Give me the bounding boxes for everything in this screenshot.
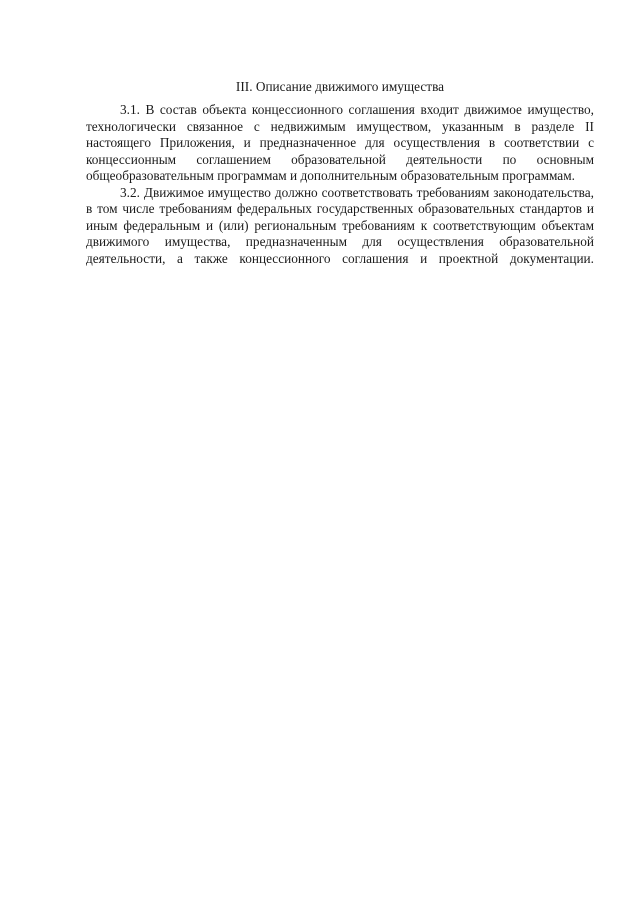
paragraph-3-1: 3.1. В состав объекта концессионного соглашения входит движимое имущество, технологически связанное с недвижимым имуществом, указанным в разделе II настоящего Приложения, и предназначенное для осуществления в соответствии с концессионным соглашением образовательной деятельности по основным общеобразовательным программам и дополнительным образовательным программам. xyxy=(86,102,594,183)
section-title: III. Описание движимого имущества xyxy=(235,79,445,94)
document-body xyxy=(86,79,594,267)
paragraph-3-2: 3.2. Движимое имущество должно соответствовать требованиям законодательства, в том числе требованиям федеральных государственных образовательных стандартов и иным федеральным и (или) региональным требованиям к соответствующим объектам движимого имущества, предназначенным для осуществления образовательной деятельности, а также концессионного соглашения и проектной документации. xyxy=(86,184,594,266)
